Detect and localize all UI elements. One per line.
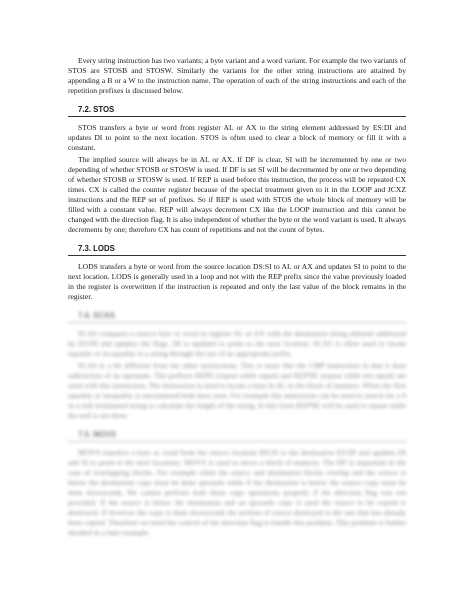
blurred-preview-region <box>68 311 406 538</box>
section-heading-rule <box>68 105 406 117</box>
section-heading-rule <box>68 311 406 323</box>
intro-paragraph: Every string instruction has two variants; a byte variant and a word variant. For example the two variants of STOS are STOSB and STOSW. Similarly the variants for the other string instructions are attained by appending a B or a W to the instruction name. The operation of each of the string instructions and each of the repetition prefixes is discussed below. <box>68 56 406 95</box>
section-stos <box>68 105 406 235</box>
section-heading: 7.3. LODS <box>78 244 115 253</box>
paragraph: MOVS transfers a byte or word from the source location DS:SI to the destination ES:DI and updates DI and SI to point to the next locations. MOVS is used to move a block of memory. The DF is important in the case of overlapping blocks. For example when the source and destination blocks overlap and the source is below the destination copy must be done upwards while if the destination is below the source copy must be done downwards. We cannot perform both these copy operations properly if the direction flag was not provided. If the source is below the destination and an upwards copy is used the source to be copied is destroyed. If however the copy is done downwards the portion of source destroyed is the one that has already been copied. Therefore we need the control of the direction flag to handle this problem. This problem is further detailed in a later example. <box>68 448 406 537</box>
paragraph: SCAS is a bit different from the other instructions. This is more like the CMP instruction in that it does subtraction of its operands. The prefixes REPE (repeat while equal) and REPNE (repeat while not equal) are used with this instruction. The instruction is used to locate a byte in AL in the block of memory. When the first equality or inequality is encountered both have uses. For example this instruction can be used to search for a 0 in a null terminated string to calculate the length of the string. In this form REPNE will be used to repeat while the null is not there. <box>68 361 406 420</box>
section-heading: 7.4. SCAS <box>78 311 115 320</box>
paragraph: LODS transfers a byte or word from the source location DS:SI to AL or AX and updates SI to point to the next location. LODS is generally used in a loop and not with the REP prefix since the value previously loaded in the register is overwritten if the instruction is repeated and only the last value of the block remains in the register. <box>68 262 406 301</box>
page-content <box>68 56 406 546</box>
section-lods <box>68 244 406 302</box>
section-heading: 7.2. STOS <box>78 105 115 114</box>
section-movs <box>68 430 406 538</box>
paragraph: SCAS compares a source byte or word in register AL or AX with the destination string element addressed by ES:DI and updates the flags. DI is updated to point to the next location. SCAS is often used to locate equality or in-equality in a string through the use of an appropriate prefix. <box>68 329 406 358</box>
section-heading: 7.5. MOVS <box>78 430 117 439</box>
section-heading-rule <box>68 244 406 256</box>
section-scas <box>68 311 406 421</box>
paragraph: The implied source will always be in AL or AX. If DF is clear, SI will be incremented by one or two depending of whether STOSB or STOSW is used. If DF is set SI will be decremented by one or two depending of whether STOSB or STOSW is used. If REP is used before this instruction, the process will be repeated CX times. CX is called the counter register because of the special treatment given to it in the LOOP and JCXZ instructions and the REP set of prefixes. So if REP is used with STOS the whole block of memory will be filled with a constant value. REP will always decrement CX like the LOOP instruction and this cannot be changed with the direction flag. It is also independent of whether the byte or the word variant is used. It always decrements by one; therefore CX has count of repetitions and not the count of bytes. <box>68 155 406 234</box>
section-heading-rule <box>68 430 406 442</box>
paragraph: STOS transfers a byte or word from register AL or AX to the string element addressed by ES:DI and updates DI to point to the next location. STOS is often used to clear a block of memory or fill it with a constant. <box>68 123 406 152</box>
